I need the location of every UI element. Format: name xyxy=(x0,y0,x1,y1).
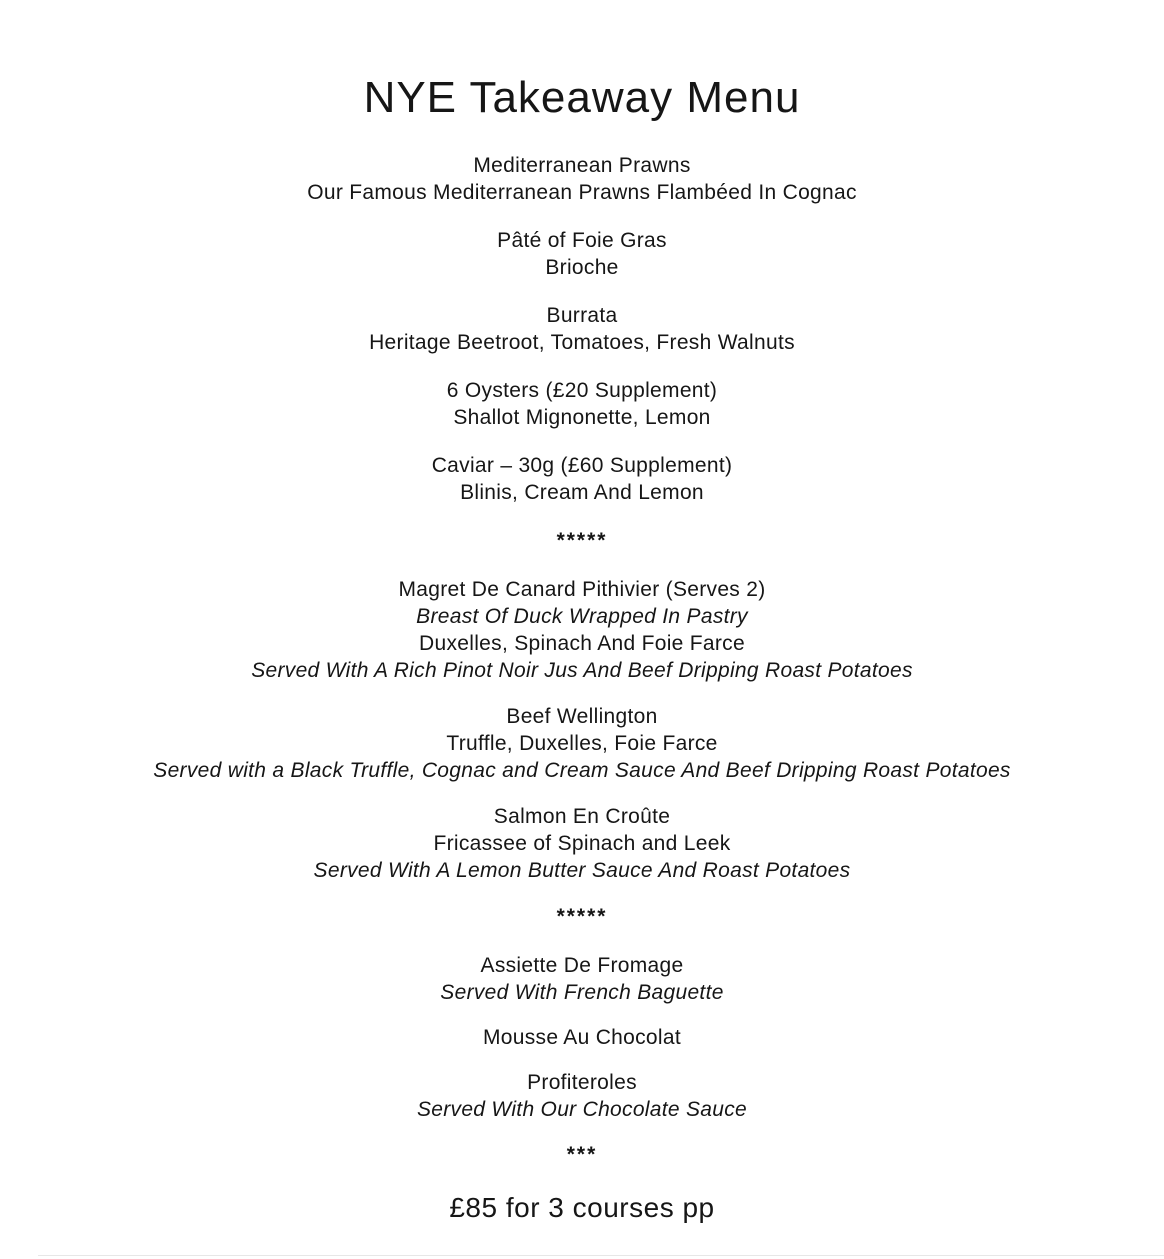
menu-item-description: Breast Of Duck Wrapped In Pastry xyxy=(416,605,748,628)
menu-item xyxy=(0,576,1164,684)
menu-item-name: Magret De Canard Pithivier (Serves 2) xyxy=(398,578,766,601)
menu-item-name: Pâté of Foie Gras xyxy=(497,229,667,252)
menu-item-name: Beef Wellington xyxy=(506,705,658,728)
menu-item xyxy=(0,1024,1164,1051)
menu-section-starters xyxy=(0,152,1164,554)
menu-item-name: Profiteroles xyxy=(527,1071,637,1094)
menu-item-description: Served With Our Chocolate Sauce xyxy=(416,1098,748,1121)
menu-item-name: Caviar – 30g (£60 Supplement) xyxy=(431,454,733,477)
menu-price-note: £85 for 3 courses pp xyxy=(449,1192,715,1223)
menu-item-description: Served With French Baguette xyxy=(440,981,724,1004)
menu-item-description: Truffle, Duxelles, Foie Farce xyxy=(446,732,718,755)
menu-item-description: Served With A Lemon Butter Sauce And Roast Potatoes xyxy=(313,859,851,882)
menu-item-name: Salmon En Croûte xyxy=(493,805,671,828)
menu-item xyxy=(0,152,1164,206)
menu-item-name: Burrata xyxy=(546,304,618,327)
menu-item-name: Mediterranean Prawns xyxy=(473,154,691,177)
menu-item xyxy=(0,452,1164,506)
menu-item xyxy=(0,703,1164,784)
menu-item-name: Assiette De Fromage xyxy=(480,954,684,977)
menu-section-desserts xyxy=(0,952,1164,1168)
menu-sections xyxy=(0,152,1164,1168)
menu-item xyxy=(0,803,1164,884)
menu-item-description: Duxelles, Spinach And Foie Farce xyxy=(419,632,745,655)
menu-item-description: Our Famous Mediterranean Prawns Flambéed In Cognac xyxy=(307,181,857,204)
menu-item-description: Served With A Rich Pinot Noir Jus And Beef Dripping Roast Potatoes xyxy=(251,659,913,682)
menu-item xyxy=(0,1069,1164,1123)
menu-item-description: Blinis, Cream And Lemon xyxy=(460,481,704,504)
section-divider-stars: ***** xyxy=(556,905,608,928)
menu-item-description: Brioche xyxy=(545,256,619,279)
menu-item xyxy=(0,227,1164,281)
menu-item-description: Shallot Mignonette, Lemon xyxy=(453,406,711,429)
menu-item xyxy=(0,377,1164,431)
menu-item-description: Served with a Black Truffle, Cognac and Cream Sauce And Beef Dripping Roast Potatoes xyxy=(153,759,1011,782)
menu-item-name: 6 Oysters (£20 Supplement) xyxy=(446,379,718,402)
menu-item xyxy=(0,952,1164,1006)
menu-item-description: Fricassee of Spinach and Leek xyxy=(433,832,731,855)
section-divider-stars: *** xyxy=(566,1143,598,1166)
menu-item-description: Heritage Beetroot, Tomatoes, Fresh Walnuts xyxy=(369,331,795,354)
menu-item xyxy=(0,302,1164,356)
menu-item-name: Mousse Au Chocolat xyxy=(482,1026,681,1049)
bottom-divider-line xyxy=(38,1255,1164,1256)
menu-section-mains xyxy=(0,576,1164,930)
section-divider-stars: ***** xyxy=(556,529,608,552)
menu-title: NYE Takeaway Menu xyxy=(363,73,801,122)
